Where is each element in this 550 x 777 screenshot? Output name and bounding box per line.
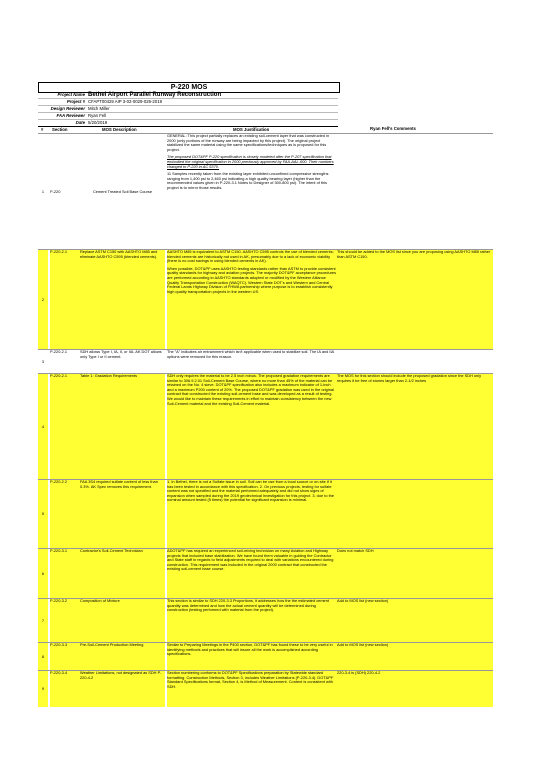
meta-value: Ryan Fell xyxy=(88,113,107,118)
row-comments xyxy=(337,350,493,374)
row-justification xyxy=(167,250,337,350)
col-justification: MOS Justification xyxy=(233,127,270,132)
row-description: Table 1: Gradation Requirements xyxy=(80,374,165,480)
justification-paragraph: The proposed DOT&PF P-220 specification is closely modeled after the P-207 specification that embodied the original specification in 2000 previously approved by FAA-AAL-600. Their numbers changed to P-220 in AC 5370. xyxy=(167,154,334,169)
col-description: MOS Description xyxy=(102,127,137,132)
justification-paragraph: GENERAL: This project partially replaces an existing soil-cement layer that was constructed in 2000 (only portions of the runway are being impacted by this project). The original project stabilized the same material using the same specifications/techniques as is proposed for this project. xyxy=(167,134,330,152)
row-section: P-220-3.3 xyxy=(50,643,80,671)
row-section: P-220 xyxy=(50,188,61,194)
row-comments: 220-3.4 is (SDH) 220-4.2 xyxy=(337,671,493,707)
project-meta xyxy=(38,92,338,127)
row-description: Replace ASTM C150 with AASHTO M85 and eliminate AASHTO C595 (blended cements). xyxy=(80,250,165,350)
row-justification xyxy=(167,643,337,671)
justification-paragraph: AASHTO M85 is equivalent to ASTM C150. AASHTO C595 controls the use of blended cements; blended cements are historically not used in AK, presumably due to a lack of economic viability (there is no cost savings in using blended cements in AK). xyxy=(167,250,334,264)
table-row xyxy=(38,249,493,350)
row-comments: Does not match SDH xyxy=(337,549,493,599)
table-row xyxy=(38,642,493,671)
table-row xyxy=(38,598,493,643)
col-num: # xyxy=(41,127,44,132)
row-justification xyxy=(167,480,337,549)
row-justification xyxy=(167,599,337,643)
row-section: P-220-2.1 xyxy=(50,250,80,350)
row-section: P-220-3.2 xyxy=(50,599,80,643)
meta-value: 5/20/2019 xyxy=(88,120,108,125)
row-comments: Add to MOS list (new section) xyxy=(337,599,493,643)
row-justification xyxy=(167,549,337,599)
row-number: 8 xyxy=(38,643,48,671)
col-comments: Ryan Fell's Comments xyxy=(370,126,416,131)
row-number: 4 xyxy=(38,374,48,480)
table-row xyxy=(38,479,493,549)
row-number: 1 xyxy=(41,188,45,194)
justification-paragraph: The "A" indicates air entrainment which isn't applicable when used to stabilize soil. The IA and IIA options were removed for this reason. xyxy=(167,350,334,359)
row-number: 5 xyxy=(38,480,48,549)
meta-key: Project Name xyxy=(57,92,85,97)
row-description: FAA 3S4 required sulfate content of less than 0.3%. AK Spec removes this requirement. xyxy=(80,480,165,549)
justification-paragraph: 11 Samples recently taken from the existing layer exhibited unconfined compressive strengths ranging from 1,400 psi to 2,460 psi indicating a high quality bearing layer (higher than the recommended values given in P-220-3.1 Notes to Designer of 300-800 psi). The intent of this project is to mirror those results. xyxy=(167,171,329,190)
row-comments: This should be added to the MOS list since you are proposing using AASHTO M85 rather than ASTM C150. xyxy=(337,250,493,350)
table-row xyxy=(38,548,493,599)
meta-value: CFAPT00429 AIP 3-02-0029-026-2019 xyxy=(88,99,162,104)
row-number: 2 xyxy=(38,250,48,350)
row-number: 3 xyxy=(41,358,45,364)
row-section: P-220-2.2 xyxy=(50,480,80,549)
row-comments xyxy=(337,480,493,549)
meta-key: Project # xyxy=(66,99,85,104)
row-description: Pre-Soil-Cement Production Meeting xyxy=(80,643,165,671)
row-justification xyxy=(167,374,337,480)
justification-paragraph: 1. In Bethel, there is not a Sulfate issue in soil. Soil can be use from a local source or on-site if it has been tested in accordance with this specification. 2. On previous projects, testing for sulfate content was not specified and the material performed adequately and did not show signs of expansion when sampled during the 2019 geotechnical investigation for this project. 3. due to the nominal amount tested (5 times) the potential for significant expansion is minimal. xyxy=(167,480,334,503)
row-description: SDH allows Type I, IA, II, or IIA. AK DOT allows only Type I or II cement. xyxy=(80,350,162,359)
sheet-title: P-220 MOS xyxy=(38,82,340,93)
row-number: 6 xyxy=(38,549,48,599)
table-row xyxy=(38,133,493,250)
justification-paragraph: This section is similar to SDH 220-3.3 Proportions, it addresses how the the estimated cement quantity was determined and how the actual cement quantity will be determined during construction (testing performed with material from the project). xyxy=(167,599,329,613)
row-comments xyxy=(337,134,493,250)
justification-paragraph: Similar to Preparing Meetings in the P400 section, DOT&PF has found these to be very useful in identifying methods and practices that will insure all the work is accomplished according specifications. xyxy=(167,643,333,657)
row-section: P-220-3.4 xyxy=(50,671,80,707)
meta-row xyxy=(38,113,338,120)
justification-paragraph: ADOT&PF has required an experienced soil-mixing technician on many Aviation and Highway projects that included base stabilization. We have found them valuable in guiding the Contractor and State staff in regards to field adjustments required to deal with variations encountered during construction. This requirement was included in the original 2000 contract that constructed the existing soil-cement base course. xyxy=(167,549,334,572)
justification-paragraph: SDH only requires the material to be 2.5 inch minus. The proposed gradation requirements are similar to 306.9.2.01 Soil-Cement Base Course, where no more than 45% of the material can be retained on the No. 4 sieve. DOT&PF specification also includes a maximum indicator of 1-inch and a maximum P200 content of 20%. The proposed DOT&PF gradation was used in the original contract that constructed the existing soil-cement base and was developed as a result of testing. We would like to maintain these requirements in effort to maintain consistency between the new Soil-Cement material and the existing Soil-Cement material. xyxy=(167,374,334,406)
row-comments: The MOS for this section should include the proposed gradation since the SDH only requires it be free of stones larger than 2-1/2 inches xyxy=(337,374,493,480)
row-justification xyxy=(167,134,337,250)
row-section: P-220-2.1 xyxy=(50,350,68,354)
meta-value: Bethel Airport Parallel Runway Reconstruction xyxy=(88,92,222,98)
row-justification xyxy=(167,350,337,374)
meta-row xyxy=(38,106,338,113)
meta-row xyxy=(38,99,338,106)
meta-key: FAA Reviewer xyxy=(56,113,85,118)
justification-paragraph: When possible, DOT&PF uses AASHTO testing standards rather than ASTM to provide consistent quality standards for highway and aviation projects. The majority DOT&PF acceptance procedures are performed according to AASHTO standards adopted or modified by the Western Alliance Quality Transportation Construction (WAQTC). Western State DOT's and Western and Central Federal Lands Highway Division of FHWA partnership where purpose is to establish consistently high quality transportation projects in the western US. xyxy=(167,265,337,294)
meta-key: Date xyxy=(75,120,85,125)
col-section: Section xyxy=(52,127,68,132)
row-section: P-220-2.1 xyxy=(50,374,80,480)
meta-key: Design Reviewer xyxy=(50,106,85,111)
row-number: 9 xyxy=(38,671,48,707)
table-row xyxy=(38,349,493,374)
row-comments: Add to MOS list (new section) xyxy=(337,643,493,671)
row-justification xyxy=(167,671,337,707)
row-description: Contractor's Soil-Cement Technician xyxy=(80,549,165,599)
row-description: Cement Treated Soil Base Course xyxy=(92,188,153,194)
row-description: Composition of Mixture xyxy=(80,599,165,643)
table-row xyxy=(38,373,493,480)
meta-value: Mitch Miller xyxy=(88,106,110,111)
table-row xyxy=(38,670,493,707)
row-section: P-220-3.1 xyxy=(50,549,80,599)
meta-row xyxy=(38,92,338,99)
row-description: Weather Limitations, not designated as SDH P-220-4.2 xyxy=(80,671,165,707)
row-number: 7 xyxy=(38,599,48,643)
justification-paragraph: Section numbering conforms to DOT&PF Specifications preparation by Statewide standard formatting. Construction Methods, Section 3, includes Weather Limitations (P-220-3.4). DOT&PF Standard Specifications format, Section 4, is Method of Measurement. Content is consistent with SDH. xyxy=(167,671,334,689)
